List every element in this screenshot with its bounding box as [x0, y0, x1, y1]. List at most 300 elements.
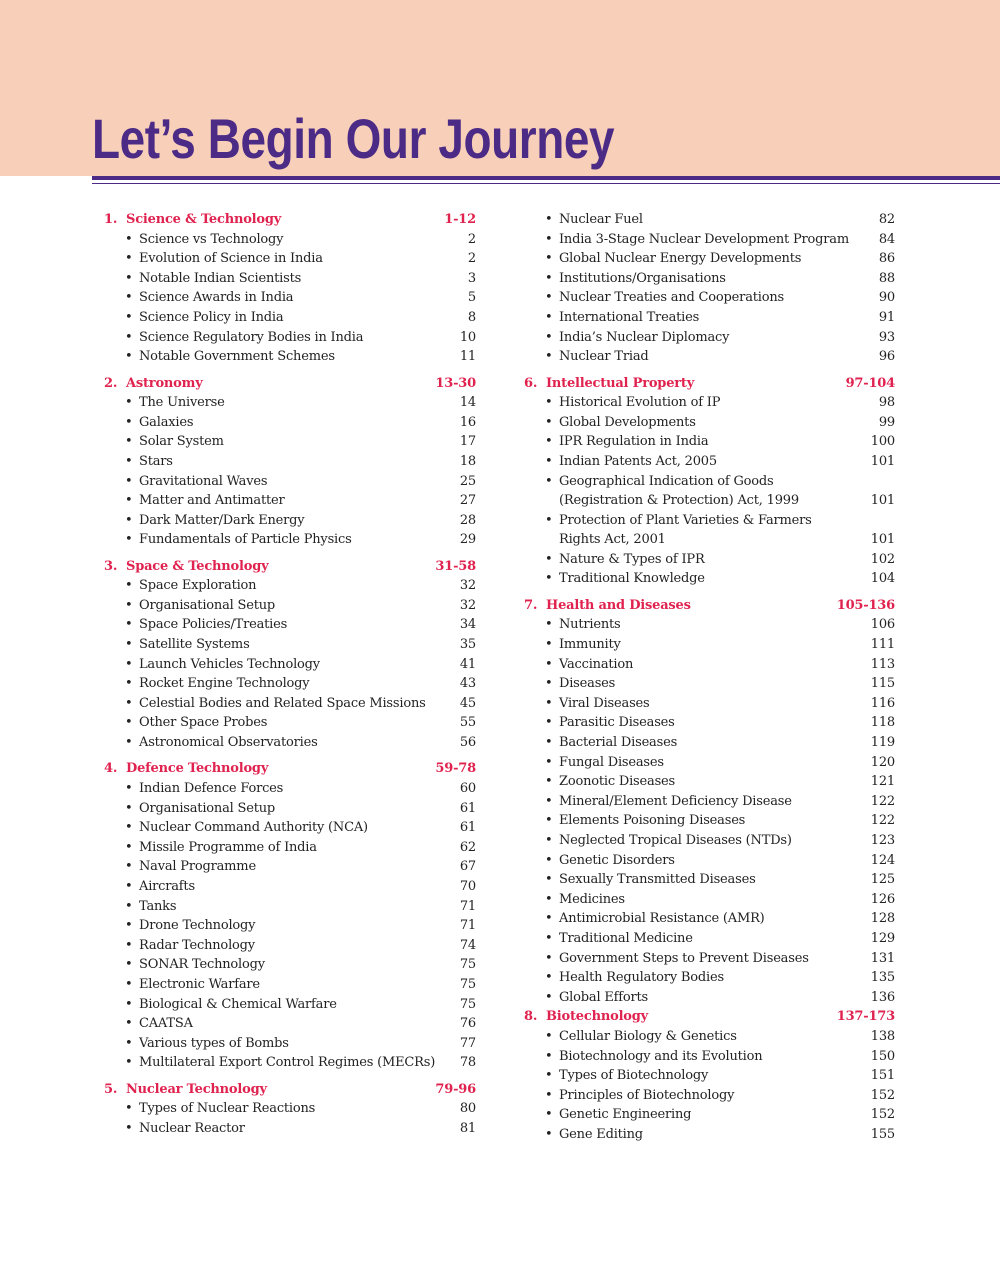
item-title: Space Exploration: [139, 578, 257, 594]
toc-item[interactable]: [104, 1099, 476, 1119]
toc-item[interactable]: [104, 779, 476, 799]
item-page-number: 101: [870, 493, 895, 509]
item-page-number: 10: [459, 329, 476, 345]
item-title: Launch Vehicles Technology: [139, 656, 320, 672]
toc-item[interactable]: [104, 576, 476, 596]
bullet-icon: •: [125, 1035, 133, 1051]
bullet-icon: •: [125, 898, 133, 914]
item-title: Indian Defence Forces: [139, 781, 284, 797]
bullet-icon: •: [125, 695, 133, 711]
chapter-page-range: 137-173: [836, 1009, 895, 1025]
toc-item[interactable]: [104, 288, 476, 308]
item-page-number: 116: [870, 695, 895, 711]
toc-item[interactable]: [524, 569, 895, 589]
toc-item[interactable]: [524, 288, 895, 308]
item-page-number: 56: [459, 735, 476, 751]
item-title: Mineral/Element Deficiency Disease: [559, 793, 792, 809]
toc-item[interactable]: [104, 955, 476, 975]
bullet-icon: •: [125, 781, 133, 797]
item-page-number: 120: [870, 754, 895, 770]
item-title: Global Nuclear Energy Developments: [559, 251, 802, 267]
item-page-number: 102: [870, 551, 895, 567]
bullet-icon: •: [545, 414, 553, 430]
bullet-icon: •: [545, 1048, 553, 1064]
bullet-icon: •: [545, 512, 553, 528]
toc-item[interactable]: [524, 347, 895, 367]
bullet-icon: •: [125, 512, 133, 528]
toc-item[interactable]: [524, 674, 895, 694]
item-title: Fundamentals of Particle Physics: [139, 532, 352, 548]
item-title: Galaxies: [139, 414, 194, 430]
toc-item[interactable]: [104, 1053, 476, 1073]
toc-chapter[interactable]: [524, 596, 895, 616]
toc-item[interactable]: [104, 530, 476, 550]
bullet-icon: •: [125, 715, 133, 731]
item-title: Science Policy in India: [139, 309, 284, 325]
toc-item[interactable]: [524, 413, 895, 433]
chapter-number: 5.: [104, 1081, 118, 1097]
item-page-number: 55: [459, 715, 476, 731]
item-page-number: 96: [878, 349, 895, 365]
bullet-icon: •: [125, 1101, 133, 1117]
toc-item[interactable]: [524, 230, 895, 250]
chapter-number: 7.: [524, 597, 538, 613]
item-page-number: 122: [870, 813, 895, 829]
chapter-page-range: 59-78: [435, 761, 476, 777]
toc-chapter[interactable]: [524, 374, 895, 394]
chapter-page-range: 31-58: [435, 558, 476, 574]
toc-item[interactable]: [104, 393, 476, 413]
toc-item[interactable]: [104, 713, 476, 733]
item-page-number: 77: [459, 1035, 476, 1051]
item-page-number: 86: [878, 251, 895, 267]
item-page-number: 129: [870, 930, 895, 946]
item-title: Sexually Transmitted Diseases: [559, 872, 756, 888]
chapter-page-range: 13-30: [435, 375, 476, 391]
toc-item[interactable]: [524, 988, 895, 1008]
toc-item[interactable]: [104, 1119, 476, 1139]
toc-item[interactable]: [104, 432, 476, 452]
chapter-page-range: 1-12: [444, 212, 476, 227]
toc-item[interactable]: [524, 655, 895, 675]
toc-item[interactable]: [104, 877, 476, 897]
item-title: Protection of Plant Varieties & Farmers Rights Act, 2001: [559, 512, 812, 548]
item-title: Global Developments: [559, 414, 696, 430]
item-page-number: 138: [870, 1028, 895, 1044]
toc-item[interactable]: [524, 713, 895, 733]
item-title: Nuclear Reactor: [139, 1120, 245, 1136]
item-page-number: 122: [870, 793, 895, 809]
item-page-number: 32: [459, 597, 476, 613]
toc-item[interactable]: [104, 511, 476, 531]
bullet-icon: •: [545, 656, 553, 672]
item-title: Science Regulatory Bodies in India: [139, 329, 364, 345]
item-page-number: 104: [870, 571, 895, 587]
bullet-icon: •: [125, 290, 133, 306]
item-title: Celestial Bodies and Related Space Missions: [139, 695, 426, 711]
toc-item[interactable]: [524, 870, 895, 890]
bullet-icon: •: [545, 911, 553, 927]
toc-column-right: [524, 210, 895, 1145]
toc-item[interactable]: [104, 452, 476, 472]
toc-item[interactable]: [524, 269, 895, 289]
bullet-icon: •: [125, 231, 133, 247]
item-title: Vaccination: [559, 656, 634, 672]
toc-item[interactable]: [104, 308, 476, 328]
item-title: Dark Matter/Dark Energy: [139, 512, 305, 528]
toc-item[interactable]: [524, 1105, 895, 1125]
item-title: Antimicrobial Resistance (AMR): [559, 911, 765, 927]
item-title: India 3-Stage Nuclear Development Program: [559, 231, 849, 247]
bullet-icon: •: [125, 532, 133, 548]
item-title: India’s Nuclear Diplomacy: [559, 329, 730, 345]
item-title: Nuclear Triad: [559, 349, 649, 365]
bullet-icon: •: [125, 800, 133, 816]
bullet-icon: •: [125, 878, 133, 894]
toc-item[interactable]: [104, 635, 476, 655]
item-page-number: 152: [870, 1087, 895, 1103]
toc-item[interactable]: [104, 655, 476, 675]
item-page-number: 75: [459, 957, 476, 973]
item-title: Institutions/Organisations: [559, 270, 726, 286]
toc-item[interactable]: [524, 550, 895, 570]
item-title: IPR Regulation in India: [559, 434, 709, 450]
item-page-number: 45: [459, 695, 476, 711]
item-title: Science vs Technology: [139, 231, 284, 247]
bullet-icon: •: [125, 839, 133, 855]
bullet-icon: •: [545, 813, 553, 829]
bullet-icon: •: [545, 1068, 553, 1084]
item-title: Multilateral Export Control Regimes (MECRs): [139, 1055, 436, 1071]
bullet-icon: •: [545, 774, 553, 790]
item-title: Missile Programme of India: [139, 839, 317, 855]
toc-item[interactable]: [104, 472, 476, 492]
item-page-number: 81: [459, 1120, 476, 1136]
item-title: Fungal Diseases: [559, 754, 664, 770]
item-title: Electronic Warfare: [139, 976, 260, 992]
item-title: Traditional Knowledge: [559, 571, 705, 587]
bullet-icon: •: [545, 676, 553, 692]
item-page-number: 43: [459, 676, 476, 692]
bullet-icon: •: [125, 453, 133, 469]
item-page-number: 123: [870, 833, 895, 848]
bullet-icon: •: [545, 329, 553, 345]
item-title: Nuclear Treaties and Cooperations: [559, 290, 784, 306]
bullet-icon: •: [545, 453, 553, 469]
item-title: The Universe: [139, 395, 225, 411]
toc-item[interactable]: [524, 1086, 895, 1106]
chapter-number: 8.: [524, 1009, 538, 1025]
toc-item[interactable]: [104, 995, 476, 1015]
item-page-number: 150: [870, 1048, 895, 1064]
toc-item[interactable]: [524, 949, 895, 969]
toc-chapter[interactable]: [104, 557, 476, 577]
item-title: SONAR Technology: [139, 957, 265, 973]
bullet-icon: •: [125, 676, 133, 692]
toc-item[interactable]: [104, 1034, 476, 1054]
toc-item[interactable]: [524, 772, 895, 792]
item-page-number: 75: [459, 976, 476, 992]
item-title: Tanks: [139, 898, 177, 914]
chapter-title: Science & Technology: [126, 212, 282, 227]
item-page-number: 100: [870, 434, 895, 450]
bullet-icon: •: [545, 930, 553, 946]
toc-item[interactable]: [104, 249, 476, 269]
item-page-number: 135: [870, 970, 895, 986]
item-page-number: 90: [878, 290, 895, 306]
toc-item[interactable]: [524, 851, 895, 871]
item-title: Organisational Setup: [139, 800, 276, 816]
chapter-page-range: 97-104: [845, 375, 895, 391]
toc-item[interactable]: [104, 347, 476, 367]
item-title: Traditional Medicine: [559, 930, 693, 946]
toc-item[interactable]: [524, 328, 895, 348]
item-page-number: 16: [459, 414, 476, 430]
item-title: International Treaties: [559, 309, 700, 325]
toc-item[interactable]: [524, 452, 895, 472]
toc-item[interactable]: [524, 432, 895, 452]
item-page-number: 111: [870, 637, 895, 653]
bullet-icon: •: [125, 395, 133, 411]
item-page-number: 151: [870, 1068, 895, 1084]
toc-item[interactable]: [104, 694, 476, 714]
toc-chapter[interactable]: [104, 759, 476, 779]
toc-item[interactable]: [104, 838, 476, 858]
item-title: Geographical Indication of Goods (Registration & Protection) Act, 1999: [559, 473, 799, 509]
page-title: Let’s Begin Our Journey: [92, 107, 615, 170]
bullet-icon: •: [545, 833, 553, 848]
toc-item[interactable]: [524, 393, 895, 413]
chapter-page-range: 79-96: [435, 1081, 476, 1097]
item-page-number: 126: [870, 891, 895, 907]
bullet-icon: •: [125, 349, 133, 365]
item-page-number: 82: [878, 212, 895, 227]
item-title: Nutrients: [559, 617, 621, 633]
bullet-icon: •: [125, 329, 133, 345]
bullet-icon: •: [545, 637, 553, 653]
bullet-icon: •: [125, 957, 133, 973]
toc-item[interactable]: [524, 1027, 895, 1047]
toc-item[interactable]: [104, 1014, 476, 1034]
item-title: Matter and Antimatter: [139, 493, 285, 509]
item-page-number: 2: [467, 251, 476, 267]
bullet-icon: •: [545, 970, 553, 986]
item-page-number: 106: [870, 617, 895, 633]
bullet-icon: •: [545, 1126, 553, 1142]
item-title: Medicines: [559, 891, 625, 907]
bullet-icon: •: [545, 434, 553, 450]
chapter-page-range: 105-136: [836, 597, 895, 613]
chapter-number: 4.: [104, 761, 118, 777]
item-title: Global Efforts: [559, 989, 648, 1005]
item-title: Organisational Setup: [139, 597, 276, 613]
item-title: Gene Editing: [559, 1126, 643, 1142]
item-page-number: 124: [870, 852, 895, 868]
bullet-icon: •: [545, 473, 553, 489]
item-page-number: 101: [870, 532, 895, 548]
chapter-title: Defence Technology: [126, 761, 269, 777]
bullet-icon: •: [125, 656, 133, 672]
toc-item[interactable]: [104, 799, 476, 819]
item-title: Evolution of Science in India: [139, 251, 323, 267]
item-title: CAATSA: [139, 1016, 193, 1032]
bullet-icon: •: [545, 891, 553, 907]
bullet-icon: •: [545, 715, 553, 731]
chapter-number: 2.: [104, 375, 118, 391]
toc-item[interactable]: [524, 472, 895, 511]
bullet-icon: •: [125, 820, 133, 836]
chapter-title: Space & Technology: [126, 558, 269, 574]
bullet-icon: •: [545, 231, 553, 247]
toc-item[interactable]: [104, 269, 476, 289]
toc-item[interactable]: [104, 413, 476, 433]
toc-item[interactable]: [104, 733, 476, 753]
bullet-icon: •: [545, 212, 553, 227]
toc-item[interactable]: [524, 1125, 895, 1145]
item-page-number: 62: [459, 839, 476, 855]
toc-chapter[interactable]: [104, 374, 476, 394]
item-page-number: 8: [467, 309, 476, 325]
toc-item[interactable]: [524, 694, 895, 714]
toc-item[interactable]: [104, 975, 476, 995]
chapter-number: 6.: [524, 375, 538, 391]
chapter-title: Intellectual Property: [546, 375, 695, 391]
item-page-number: 35: [459, 637, 476, 653]
bullet-icon: •: [545, 1028, 553, 1044]
bullet-icon: •: [545, 251, 553, 267]
chapter-number: 3.: [104, 558, 118, 574]
item-page-number: 99: [878, 414, 895, 430]
toc-item[interactable]: [104, 230, 476, 250]
item-page-number: 121: [870, 774, 895, 790]
toc-item[interactable]: [524, 929, 895, 949]
bullet-icon: •: [125, 1120, 133, 1136]
toc-item[interactable]: [104, 897, 476, 917]
chapter-title: Health and Diseases: [546, 597, 691, 613]
bullet-icon: •: [125, 251, 133, 267]
item-page-number: 118: [870, 715, 895, 731]
bullet-icon: •: [545, 290, 553, 306]
bullet-icon: •: [125, 637, 133, 653]
toc-item[interactable]: [524, 792, 895, 812]
item-page-number: 3: [467, 270, 476, 286]
toc-item[interactable]: [104, 916, 476, 936]
toc-chapter[interactable]: [524, 1007, 895, 1027]
item-page-number: 60: [459, 781, 476, 797]
toc-item[interactable]: [524, 831, 895, 851]
toc-item[interactable]: [104, 615, 476, 635]
bullet-icon: •: [125, 937, 133, 953]
item-title: Astronomical Observatories: [139, 735, 318, 751]
item-page-number: 28: [459, 512, 476, 528]
item-page-number: 11: [459, 349, 476, 365]
bullet-icon: •: [545, 852, 553, 868]
item-page-number: 84: [878, 231, 895, 247]
bullet-icon: •: [545, 349, 553, 365]
toc-item[interactable]: [524, 890, 895, 910]
item-page-number: 2: [467, 231, 476, 247]
item-page-number: 71: [459, 918, 476, 934]
toc-chapter[interactable]: [104, 1080, 476, 1100]
item-page-number: 155: [870, 1126, 895, 1142]
item-title: Diseases: [559, 676, 616, 692]
item-page-number: 115: [870, 676, 895, 692]
bullet-icon: •: [125, 597, 133, 613]
toc-item[interactable]: [524, 635, 895, 655]
toc-item[interactable]: [524, 1066, 895, 1086]
bullet-icon: •: [545, 617, 553, 633]
bullet-icon: •: [545, 270, 553, 286]
item-title: Drone Technology: [139, 918, 256, 934]
item-title: Notable Government Schemes: [139, 349, 335, 365]
toc-item[interactable]: [524, 968, 895, 988]
item-title: Aircrafts: [139, 878, 195, 894]
toc-item[interactable]: [104, 491, 476, 511]
item-page-number: 136: [870, 989, 895, 1005]
toc-item[interactable]: [104, 857, 476, 877]
item-title: Genetic Engineering: [559, 1107, 692, 1123]
toc-item[interactable]: [104, 596, 476, 616]
toc-item[interactable]: [524, 909, 895, 929]
chapter-title: Biotechnology: [546, 1009, 649, 1025]
item-page-number: 91: [878, 309, 895, 325]
toc-item[interactable]: [104, 328, 476, 348]
item-page-number: 29: [459, 532, 476, 548]
toc-item[interactable]: [524, 733, 895, 753]
item-page-number: 131: [870, 950, 895, 966]
item-page-number: 17: [459, 434, 476, 450]
bullet-icon: •: [125, 270, 133, 286]
toc-item[interactable]: [104, 674, 476, 694]
item-page-number: 61: [459, 820, 476, 836]
bullet-icon: •: [125, 976, 133, 992]
bullet-icon: •: [125, 918, 133, 934]
item-title: Zoonotic Diseases: [559, 774, 676, 790]
item-title: Genetic Disorders: [559, 852, 675, 868]
toc-item[interactable]: [104, 818, 476, 838]
toc-item[interactable]: [524, 210, 895, 230]
toc-item[interactable]: [524, 811, 895, 831]
item-page-number: 119: [870, 735, 895, 751]
item-title: Neglected Tropical Diseases (NTDs): [559, 833, 792, 848]
item-title: Principles of Biotechnology: [559, 1087, 735, 1103]
item-page-number: 93: [878, 329, 895, 345]
toc-item[interactable]: [524, 615, 895, 635]
item-title: Nuclear Command Authority (NCA): [139, 820, 368, 836]
item-page-number: 80: [459, 1101, 476, 1117]
toc-item[interactable]: [524, 1047, 895, 1067]
bullet-icon: •: [545, 309, 553, 325]
item-title: Types of Biotechnology: [559, 1068, 709, 1084]
toc-item[interactable]: [524, 753, 895, 773]
chapter-title: Astronomy: [126, 375, 203, 391]
chapter-number: 1.: [104, 212, 118, 227]
item-title: Gravitational Waves: [139, 473, 268, 489]
bullet-icon: •: [125, 996, 133, 1012]
toc-item[interactable]: [104, 936, 476, 956]
toc-chapter[interactable]: [104, 210, 476, 230]
item-title: Other Space Probes: [139, 715, 268, 731]
bullet-icon: •: [125, 1055, 133, 1071]
toc-item[interactable]: [524, 249, 895, 269]
item-page-number: 78: [459, 1055, 476, 1071]
toc-item[interactable]: [524, 511, 895, 550]
bullet-icon: •: [545, 1107, 553, 1123]
item-title: Nature & Types of IPR: [559, 551, 705, 567]
item-page-number: 70: [459, 878, 476, 894]
item-page-number: 27: [459, 493, 476, 509]
toc-item[interactable]: [524, 308, 895, 328]
